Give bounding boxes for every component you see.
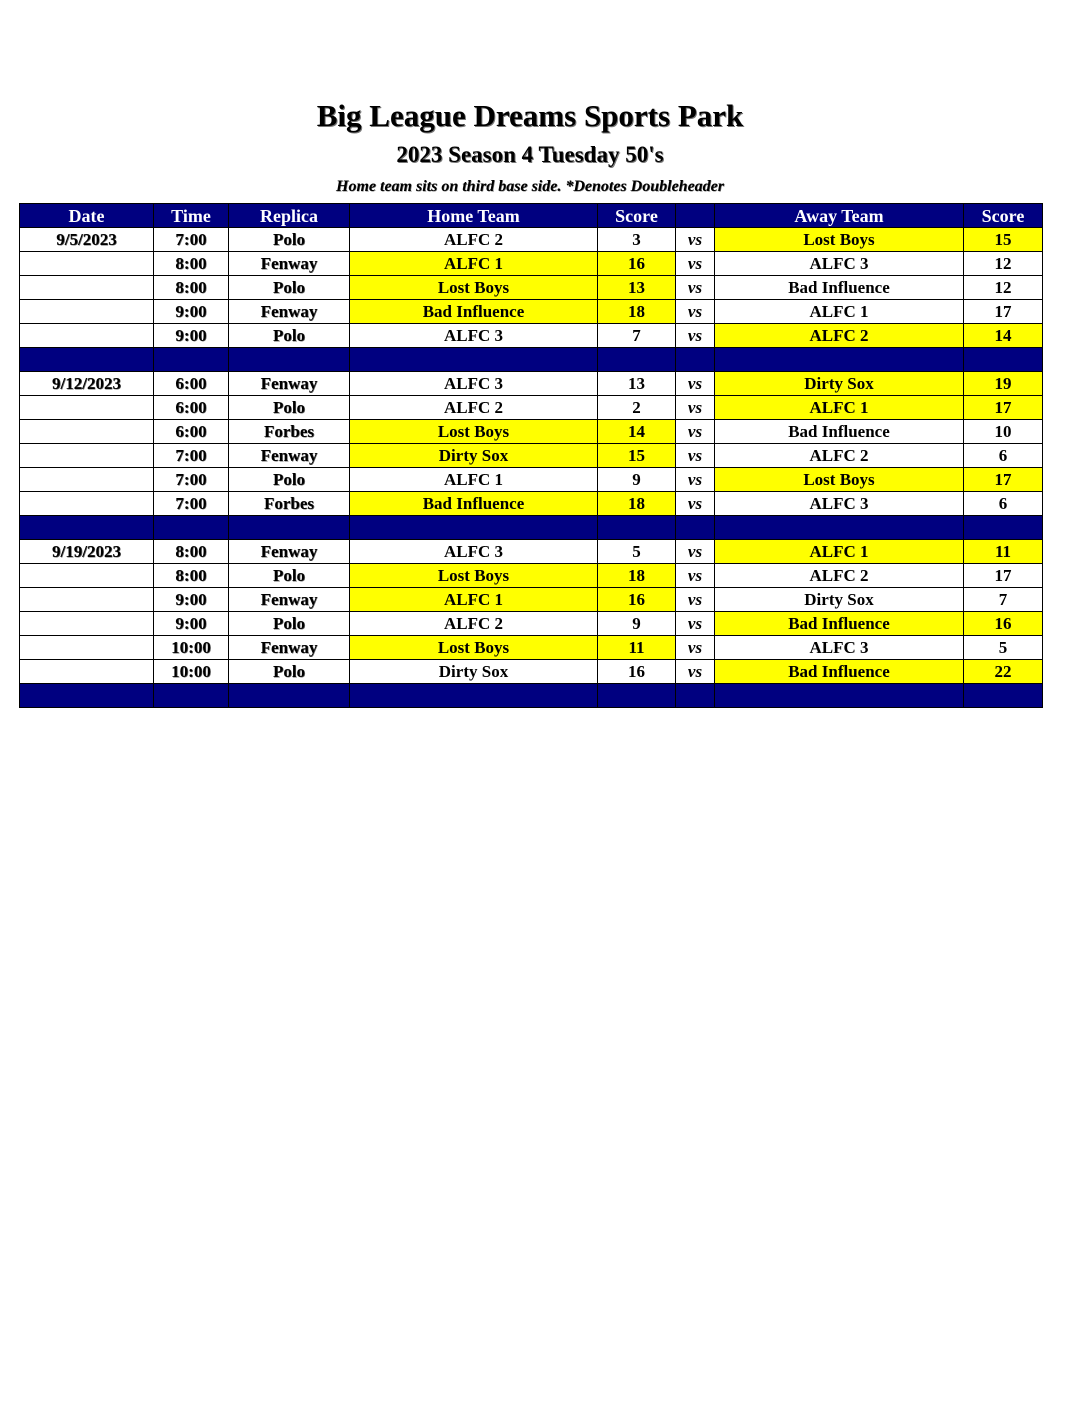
table-row [20, 588, 1043, 612]
away-score-cell: 19 [964, 372, 1043, 396]
table-row [20, 612, 1043, 636]
table-row [20, 276, 1043, 300]
replica-field-cell: Fenway [229, 588, 350, 612]
date-cell [20, 564, 154, 588]
home-team-cell: Dirty Sox [350, 660, 598, 684]
separator-cell [229, 516, 350, 540]
home-score-cell: 16 [598, 588, 676, 612]
away-score-cell: 5 [964, 636, 1043, 660]
table-row [20, 300, 1043, 324]
away-score-cell: 17 [964, 396, 1043, 420]
separator-cell [154, 516, 229, 540]
time-cell: 8:00 [154, 564, 229, 588]
separator-cell [964, 348, 1043, 372]
home-team-cell: ALFC 1 [350, 252, 598, 276]
separator-cell [20, 684, 154, 708]
table-row [20, 468, 1043, 492]
vs-cell: vs [676, 612, 715, 636]
week-separator-row [20, 516, 1043, 540]
separator-cell [350, 516, 598, 540]
away-team-cell: Dirty Sox [715, 372, 964, 396]
table-row [20, 636, 1043, 660]
away-score-cell: 22 [964, 660, 1043, 684]
replica-field-cell: Polo [229, 276, 350, 300]
away-team-cell: ALFC 2 [715, 324, 964, 348]
date-cell [20, 396, 154, 420]
table-row [20, 372, 1043, 396]
replica-field-cell: Forbes [229, 420, 350, 444]
vs-cell: vs [676, 372, 715, 396]
time-cell: 8:00 [154, 540, 229, 564]
away-team-cell: Bad Influence [715, 660, 964, 684]
vs-cell: vs [676, 588, 715, 612]
away-team-cell: ALFC 2 [715, 444, 964, 468]
time-cell: 8:00 [154, 276, 229, 300]
column-header-time: Time [154, 204, 229, 228]
home-score-cell: 9 [598, 612, 676, 636]
vs-cell: vs [676, 396, 715, 420]
column-header-away-team: Away Team [715, 204, 964, 228]
away-team-cell: Lost Boys [715, 228, 964, 252]
separator-cell [20, 348, 154, 372]
column-header-away-score: Score [964, 204, 1043, 228]
away-team-cell: ALFC 1 [715, 300, 964, 324]
date-cell: 9/5/2023 [20, 228, 154, 252]
home-team-cell: ALFC 2 [350, 228, 598, 252]
home-team-cell: Lost Boys [350, 420, 598, 444]
week-separator-row [20, 684, 1043, 708]
table-row [20, 444, 1043, 468]
column-header-row [20, 204, 1043, 228]
time-cell: 8:00 [154, 252, 229, 276]
vs-cell: vs [676, 492, 715, 516]
separator-cell [715, 516, 964, 540]
home-team-cell: Bad Influence [350, 300, 598, 324]
home-score-cell: 16 [598, 252, 676, 276]
vs-cell: vs [676, 468, 715, 492]
home-score-cell: 16 [598, 660, 676, 684]
away-score-cell: 6 [964, 492, 1043, 516]
separator-cell [598, 348, 676, 372]
home-team-cell: Lost Boys [350, 636, 598, 660]
replica-field-cell: Polo [229, 396, 350, 420]
replica-field-cell: Polo [229, 660, 350, 684]
home-score-cell: 14 [598, 420, 676, 444]
home-team-cell: ALFC 2 [350, 396, 598, 420]
time-cell: 10:00 [154, 636, 229, 660]
away-team-cell: Bad Influence [715, 276, 964, 300]
separator-cell [676, 348, 715, 372]
away-score-cell: 17 [964, 300, 1043, 324]
date-cell [20, 444, 154, 468]
schedule-note: Home team sits on third base side. *Denotes Doubleheader [336, 178, 724, 195]
away-team-cell: ALFC 3 [715, 252, 964, 276]
table-row [20, 396, 1043, 420]
home-score-cell: 5 [598, 540, 676, 564]
column-header-home-team: Home Team [350, 204, 598, 228]
home-score-cell: 18 [598, 564, 676, 588]
away-score-cell: 15 [964, 228, 1043, 252]
separator-cell [715, 684, 964, 708]
replica-field-cell: Polo [229, 228, 350, 252]
away-team-cell: Dirty Sox [715, 588, 964, 612]
separator-cell [964, 516, 1043, 540]
schedule-body [20, 228, 1043, 708]
separator-cell [598, 516, 676, 540]
home-team-cell: Bad Influence [350, 492, 598, 516]
replica-field-cell: Fenway [229, 252, 350, 276]
home-team-cell: ALFC 1 [350, 468, 598, 492]
date-cell [20, 324, 154, 348]
home-team-cell: ALFC 3 [350, 324, 598, 348]
home-score-cell: 15 [598, 444, 676, 468]
time-cell: 7:00 [154, 492, 229, 516]
column-header-date: Date [20, 204, 154, 228]
home-score-cell: 18 [598, 492, 676, 516]
replica-field-cell: Polo [229, 324, 350, 348]
home-score-cell: 2 [598, 396, 676, 420]
away-score-cell: 17 [964, 564, 1043, 588]
week-separator-row [20, 348, 1043, 372]
vs-cell: vs [676, 660, 715, 684]
vs-cell: vs [676, 540, 715, 564]
separator-cell [676, 516, 715, 540]
home-team-cell: ALFC 3 [350, 540, 598, 564]
home-score-cell: 18 [598, 300, 676, 324]
home-score-cell: 11 [598, 636, 676, 660]
date-cell [20, 588, 154, 612]
vs-cell: vs [676, 276, 715, 300]
away-team-cell: Bad Influence [715, 612, 964, 636]
column-header-vs [676, 204, 715, 228]
home-team-cell: Dirty Sox [350, 444, 598, 468]
date-cell [20, 420, 154, 444]
home-team-cell: ALFC 2 [350, 612, 598, 636]
time-cell: 7:00 [154, 444, 229, 468]
time-cell: 6:00 [154, 372, 229, 396]
vs-cell: vs [676, 252, 715, 276]
separator-cell [676, 684, 715, 708]
time-cell: 6:00 [154, 396, 229, 420]
time-cell: 10:00 [154, 660, 229, 684]
vs-cell: vs [676, 300, 715, 324]
away-score-cell: 17 [964, 468, 1043, 492]
replica-field-cell: Polo [229, 564, 350, 588]
separator-cell [964, 684, 1043, 708]
away-score-cell: 11 [964, 540, 1043, 564]
home-team-cell: ALFC 1 [350, 588, 598, 612]
home-score-cell: 13 [598, 372, 676, 396]
replica-field-cell: Fenway [229, 300, 350, 324]
schedule-table [19, 203, 1043, 708]
away-team-cell: ALFC 3 [715, 636, 964, 660]
table-row [20, 492, 1043, 516]
home-team-cell: Lost Boys [350, 276, 598, 300]
date-cell [20, 468, 154, 492]
replica-field-cell: Fenway [229, 636, 350, 660]
column-header-replica: Replica [229, 204, 350, 228]
date-cell [20, 660, 154, 684]
time-cell: 9:00 [154, 324, 229, 348]
separator-cell [154, 348, 229, 372]
table-row [20, 540, 1043, 564]
time-cell: 7:00 [154, 228, 229, 252]
time-cell: 9:00 [154, 300, 229, 324]
page-subtitle: 2023 Season 4 Tuesday 50's [396, 142, 664, 167]
separator-cell [350, 348, 598, 372]
date-cell [20, 252, 154, 276]
separator-cell [20, 516, 154, 540]
date-cell: 9/12/2023 [20, 372, 154, 396]
time-cell: 6:00 [154, 420, 229, 444]
date-cell: 9/19/2023 [20, 540, 154, 564]
date-cell [20, 492, 154, 516]
away-score-cell: 14 [964, 324, 1043, 348]
replica-field-cell: Fenway [229, 444, 350, 468]
away-score-cell: 12 [964, 252, 1043, 276]
away-score-cell: 16 [964, 612, 1043, 636]
table-row [20, 420, 1043, 444]
away-score-cell: 7 [964, 588, 1043, 612]
separator-cell [229, 348, 350, 372]
vs-cell: vs [676, 636, 715, 660]
away-score-cell: 6 [964, 444, 1043, 468]
home-team-cell: Lost Boys [350, 564, 598, 588]
home-score-cell: 9 [598, 468, 676, 492]
table-row [20, 564, 1043, 588]
vs-cell: vs [676, 444, 715, 468]
replica-field-cell: Polo [229, 612, 350, 636]
date-cell [20, 300, 154, 324]
date-cell [20, 612, 154, 636]
vs-cell: vs [676, 228, 715, 252]
time-cell: 9:00 [154, 588, 229, 612]
home-score-cell: 3 [598, 228, 676, 252]
away-score-cell: 12 [964, 276, 1043, 300]
table-row [20, 660, 1043, 684]
away-team-cell: ALFC 1 [715, 540, 964, 564]
separator-cell [154, 684, 229, 708]
vs-cell: vs [676, 564, 715, 588]
separator-cell [229, 684, 350, 708]
time-cell: 9:00 [154, 612, 229, 636]
away-team-cell: ALFC 2 [715, 564, 964, 588]
separator-cell [598, 684, 676, 708]
page-title: Big League Dreams Sports Park [316, 98, 744, 133]
vs-cell: vs [676, 324, 715, 348]
home-team-cell: ALFC 3 [350, 372, 598, 396]
replica-field-cell: Fenway [229, 540, 350, 564]
date-cell [20, 636, 154, 660]
table-row [20, 228, 1043, 252]
away-team-cell: Lost Boys [715, 468, 964, 492]
home-score-cell: 13 [598, 276, 676, 300]
away-score-cell: 10 [964, 420, 1043, 444]
replica-field-cell: Fenway [229, 372, 350, 396]
away-team-cell: ALFC 3 [715, 492, 964, 516]
time-cell: 7:00 [154, 468, 229, 492]
away-team-cell: ALFC 1 [715, 396, 964, 420]
separator-cell [350, 684, 598, 708]
column-header-home-score: Score [598, 204, 676, 228]
away-team-cell: Bad Influence [715, 420, 964, 444]
vs-cell: vs [676, 420, 715, 444]
table-row [20, 324, 1043, 348]
replica-field-cell: Polo [229, 468, 350, 492]
home-score-cell: 7 [598, 324, 676, 348]
table-row [20, 252, 1043, 276]
replica-field-cell: Forbes [229, 492, 350, 516]
separator-cell [715, 348, 964, 372]
date-cell [20, 276, 154, 300]
